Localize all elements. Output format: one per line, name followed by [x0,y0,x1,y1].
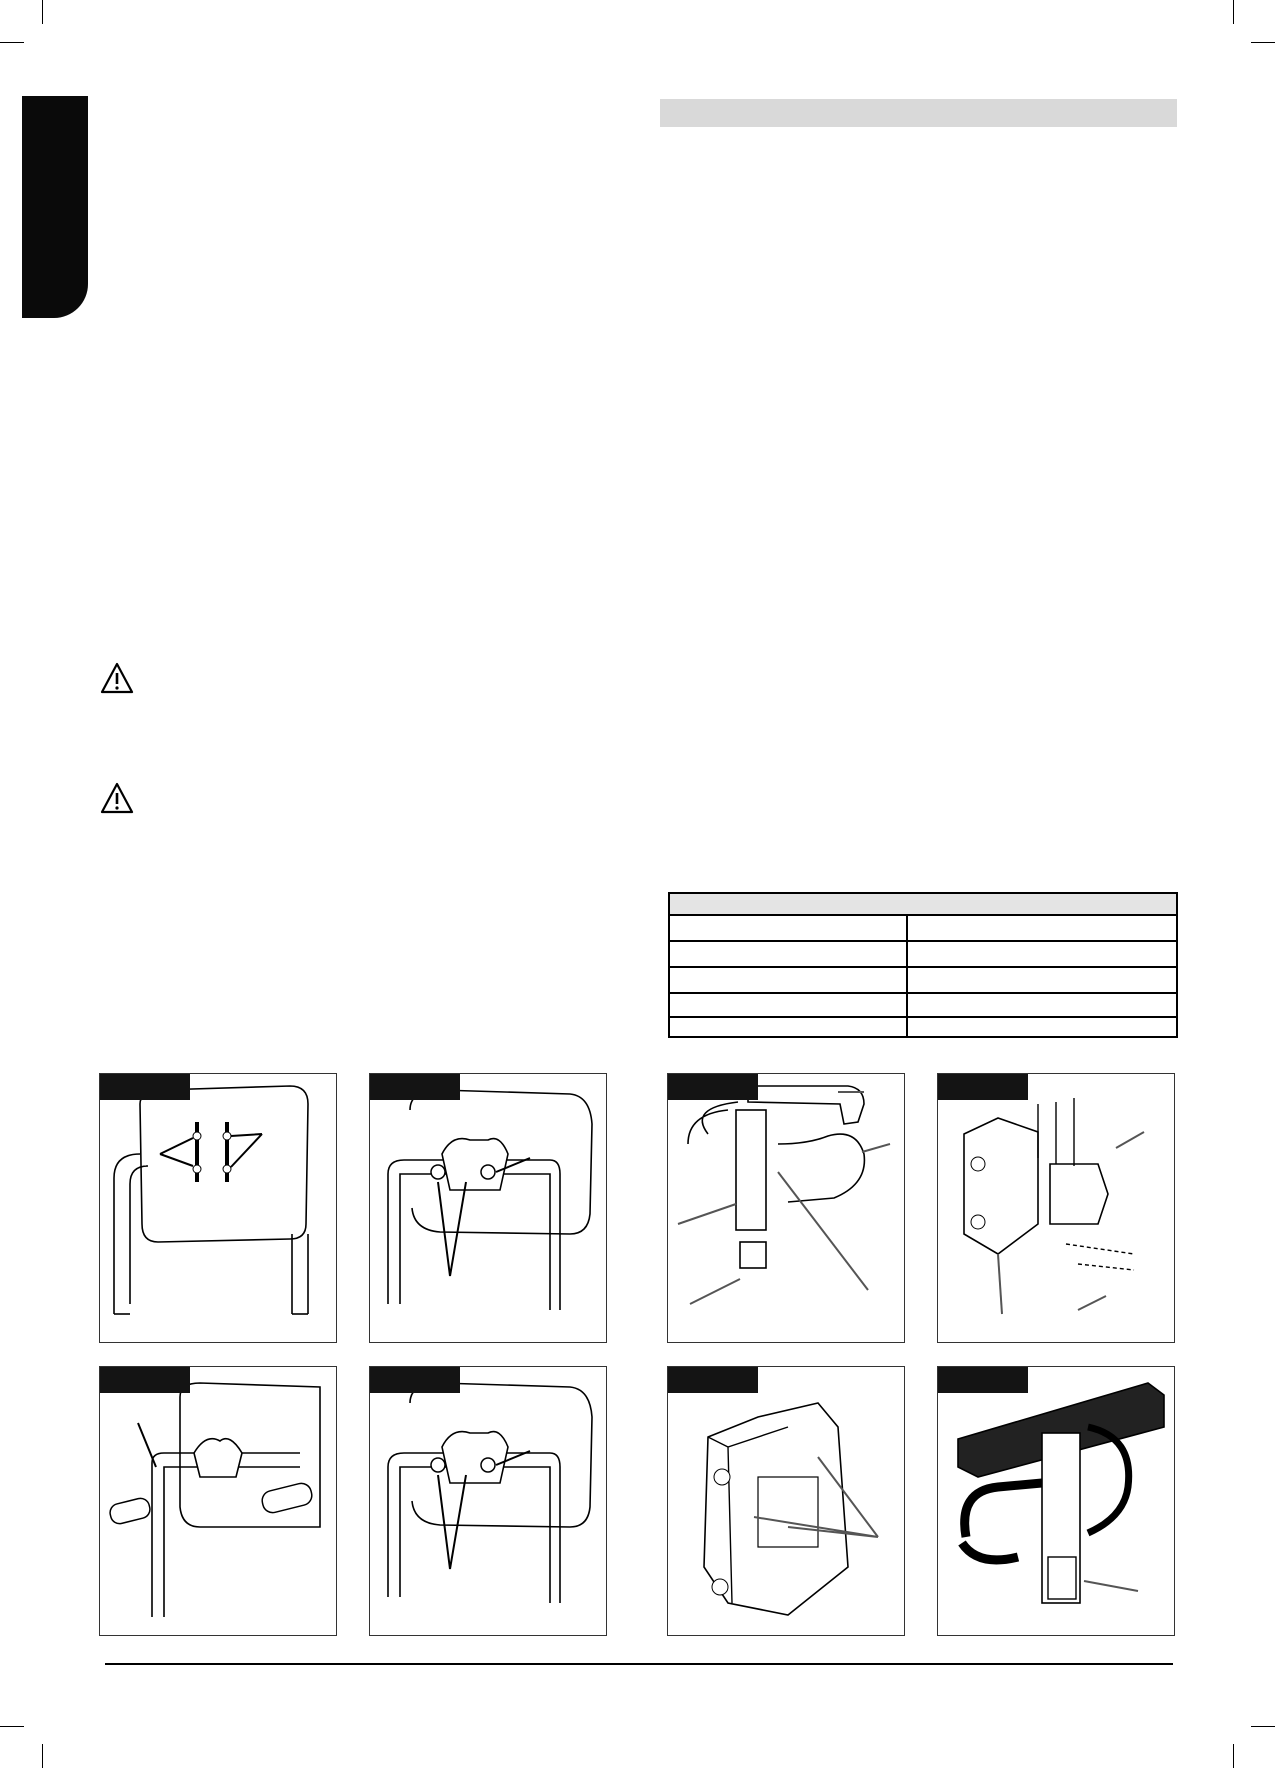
table-column-divider [906,914,908,1036]
figure-label [938,1367,1028,1393]
armrest-assembled-illustration [938,1367,1175,1636]
table-row [670,1016,1176,1038]
language-side-tab [22,96,88,318]
figure-bracket-exploded [937,1073,1175,1343]
table-header-row [670,894,1176,914]
backrest-clamp-illustration [370,1074,607,1343]
crop-mark [1233,0,1234,24]
table-row [670,966,1176,992]
crop-mark [42,0,43,24]
crop-mark [1251,1726,1275,1727]
figure-backrest-holes [99,1073,337,1343]
figure-armrest-side [667,1073,905,1343]
section-heading-bar [660,99,1177,127]
warning-triangle-icon [100,662,134,694]
table-row [670,992,1176,1018]
bracket-assembled-illustration [668,1367,905,1636]
table-row [670,914,1176,940]
crop-mark [42,1744,43,1768]
figure-label [668,1367,758,1393]
figure-backrest-pin [99,1366,337,1636]
figure-label [938,1074,1028,1100]
figure-label [370,1074,460,1100]
bracket-exploded-illustration [938,1074,1175,1343]
armrest-side-illustration [668,1074,905,1343]
crop-mark [1233,1744,1234,1768]
figure-backrest-clamp [369,1073,607,1343]
crop-mark [1251,42,1275,43]
figure-label [100,1367,190,1393]
footer-rule [105,1663,1173,1665]
backrest-clamp-2-illustration [370,1367,607,1636]
backrest-pin-illustration [100,1367,337,1636]
spec-table [668,892,1178,1038]
figure-label [370,1367,460,1393]
figure-backrest-clamp-2 [369,1366,607,1636]
backrest-holes-illustration [100,1074,337,1343]
crop-mark [0,42,24,43]
warning-triangle-icon [100,782,134,814]
figure-bracket-assembled [667,1366,905,1636]
figure-label [668,1074,758,1100]
figure-armrest-assembled [937,1366,1175,1636]
table-row [670,940,1176,966]
crop-mark [0,1726,24,1727]
figure-label [100,1074,190,1100]
